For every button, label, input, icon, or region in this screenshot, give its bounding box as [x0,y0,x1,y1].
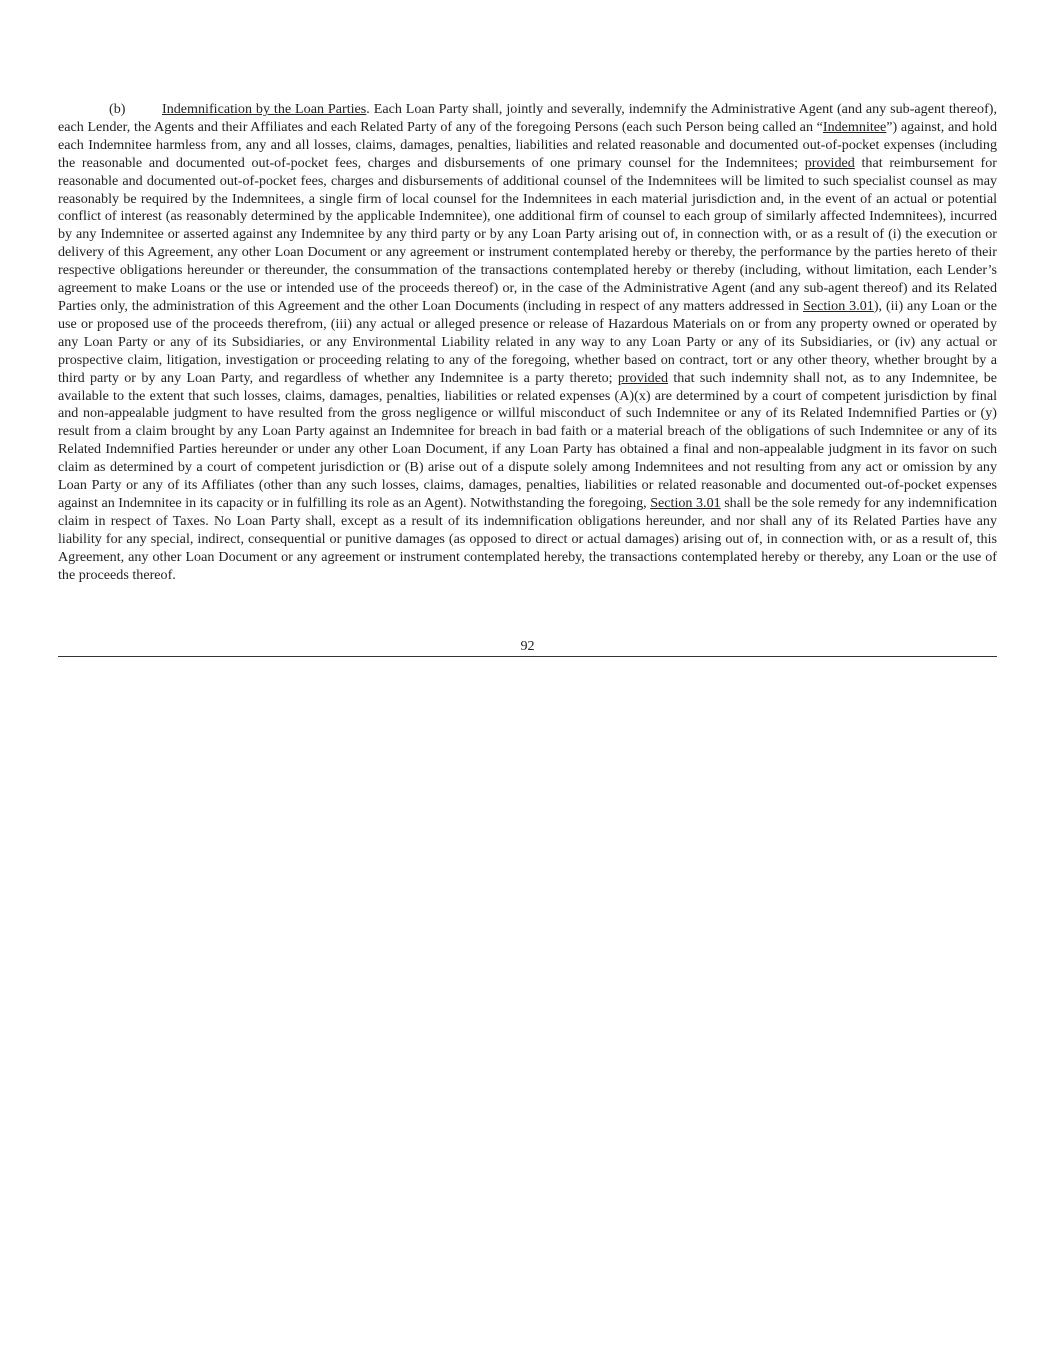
document-body [58,101,997,584]
paragraph-indemnification-by-loan-parties [58,101,997,584]
text-segment: ”) against, and hold each Indemnitee harmless from, any and all losses, claims, damages, penalties, liabilities and related reasonable and documented out-of-pocket expenses (including the reasonable and documented out-of-pocket fees, charges and disbursements of one primary counsel for the Indemnitees; [58,118,997,171]
clause-heading: Indemnification by the Loan Parties [162,101,367,117]
text-segment: that such indemnity shall not, as to any Indemnitee, be available to the extent that such losses, claims, damages, penalties, liabilities or related expenses (A)(x) are determined by a court of competent jurisdiction by final and non-appealable judgment to have resulted from the gross negligence or willful misconduct of such Indemnitee or any of its Related Indemnified Parties or (y) result from a claim brought by any Loan Party against an Indemnitee for breach in bad faith or a material breach of the obligations of such Indemnitee or any of its Related Indemnified Parties hereunder or under any other Loan Document, if any Loan Party has obtained a final and non-appealable judgment in its favor on such claim as determined by a court of competent jurisdiction or (B) arise out of a dispute solely among Indemnitees and not resulting from any act or omission by any Loan Party or any of its Affiliates (other than any such losses, claims, damages, penalties, liabilities or related reasonable and documented out-of-pocket expenses against an Indemnitee in its capacity or in fulfilling its role as an Agent). Notwithstanding the foregoing, [58,369,997,511]
defined-term-indemnitee: Indemnitee [822,118,887,135]
footer-divider [58,656,997,657]
proviso-term: provided [804,154,855,171]
text-segment: ), (ii) any Loan or the use or proposed use of the proceeds therefrom, (iii) any actual or alleged presence or release of Hazardous Materials on or from any property owned or operated by any Loan Party or any of its Subsidiaries, or any Environmental Liability related in any way to any Loan Party or any of its Subsidiaries, or (iv) any actual or prospective claim, litigation, investigation or proceeding relating to any of the foregoing, whether based on contract, tort or any other theory, whether brought by a third party or by any Loan Party, and regardless of whether any Indemnitee is a party thereto; [58,297,997,386]
clause-label: (b) [109,101,126,117]
section-reference: Section 3.01 [803,297,874,314]
text-segment: that reimbursement for reasonable and documented out-of-pocket fees, charges and disbursements of additional counsel of the Indemnitees will be limited to such specialist counsel as may reasonably be required by the Indemnitees, a single firm of local counsel for the Indemnitees in each material jurisdiction and, in the event of an actual or potential conflict of interest (as reasonably determined by the applicable Indemnitee), one additional firm of counsel to each group of similarly affected Indemnitees), incurred by any Indemnitee or asserted against any Indemnitee by any third party or by any Loan Party arising out of, in connection with, or as a result of (i) the execution or delivery of this Agreement, any other Loan Document or any agreement or instrument contemplated hereby or thereby, the performance by the parties hereto of their respective obligations hereunder or thereunder, the consummation of the transactions contemplated hereby or thereby (including, without limitation, each Lender’s agreement to make Loans or the use or intended use of the proceeds thereof) or, in the case of the Administrative Agent (and any sub-agent thereof) and its Related Parties only, the administration of this Agreement and the other Loan Documents (including in respect of any matters addressed in [58,154,997,314]
section-reference: Section 3.01 [650,494,721,511]
text-segment: shall be the sole remedy for any indemnification claim in respect of Taxes. No Loan Party shall, except as a result of its indemnification obligations hereunder, and nor shall any of its Related Parties have any liability for any special, indirect, consequential or punitive damages (as opposed to direct or actual damages) arising out of, in connection with, or as a result of, this Agreement, any other Loan Document or any agreement or instrument contemplated hereby, the transactions contemplated hereby or thereby, any Loan or the use of the proceeds thereof. [58,494,997,583]
text-segment: . Each Loan Party shall, jointly and severally, indemnify the Administrative Agent (and any sub-agent thereof), each Lender, the Agents and their Affiliates and each Related Party of any of the foregoing Persons (each such Person being called an “ [58,101,997,135]
page-number: 92 [520,638,535,654]
proviso-term: provided [617,369,669,386]
